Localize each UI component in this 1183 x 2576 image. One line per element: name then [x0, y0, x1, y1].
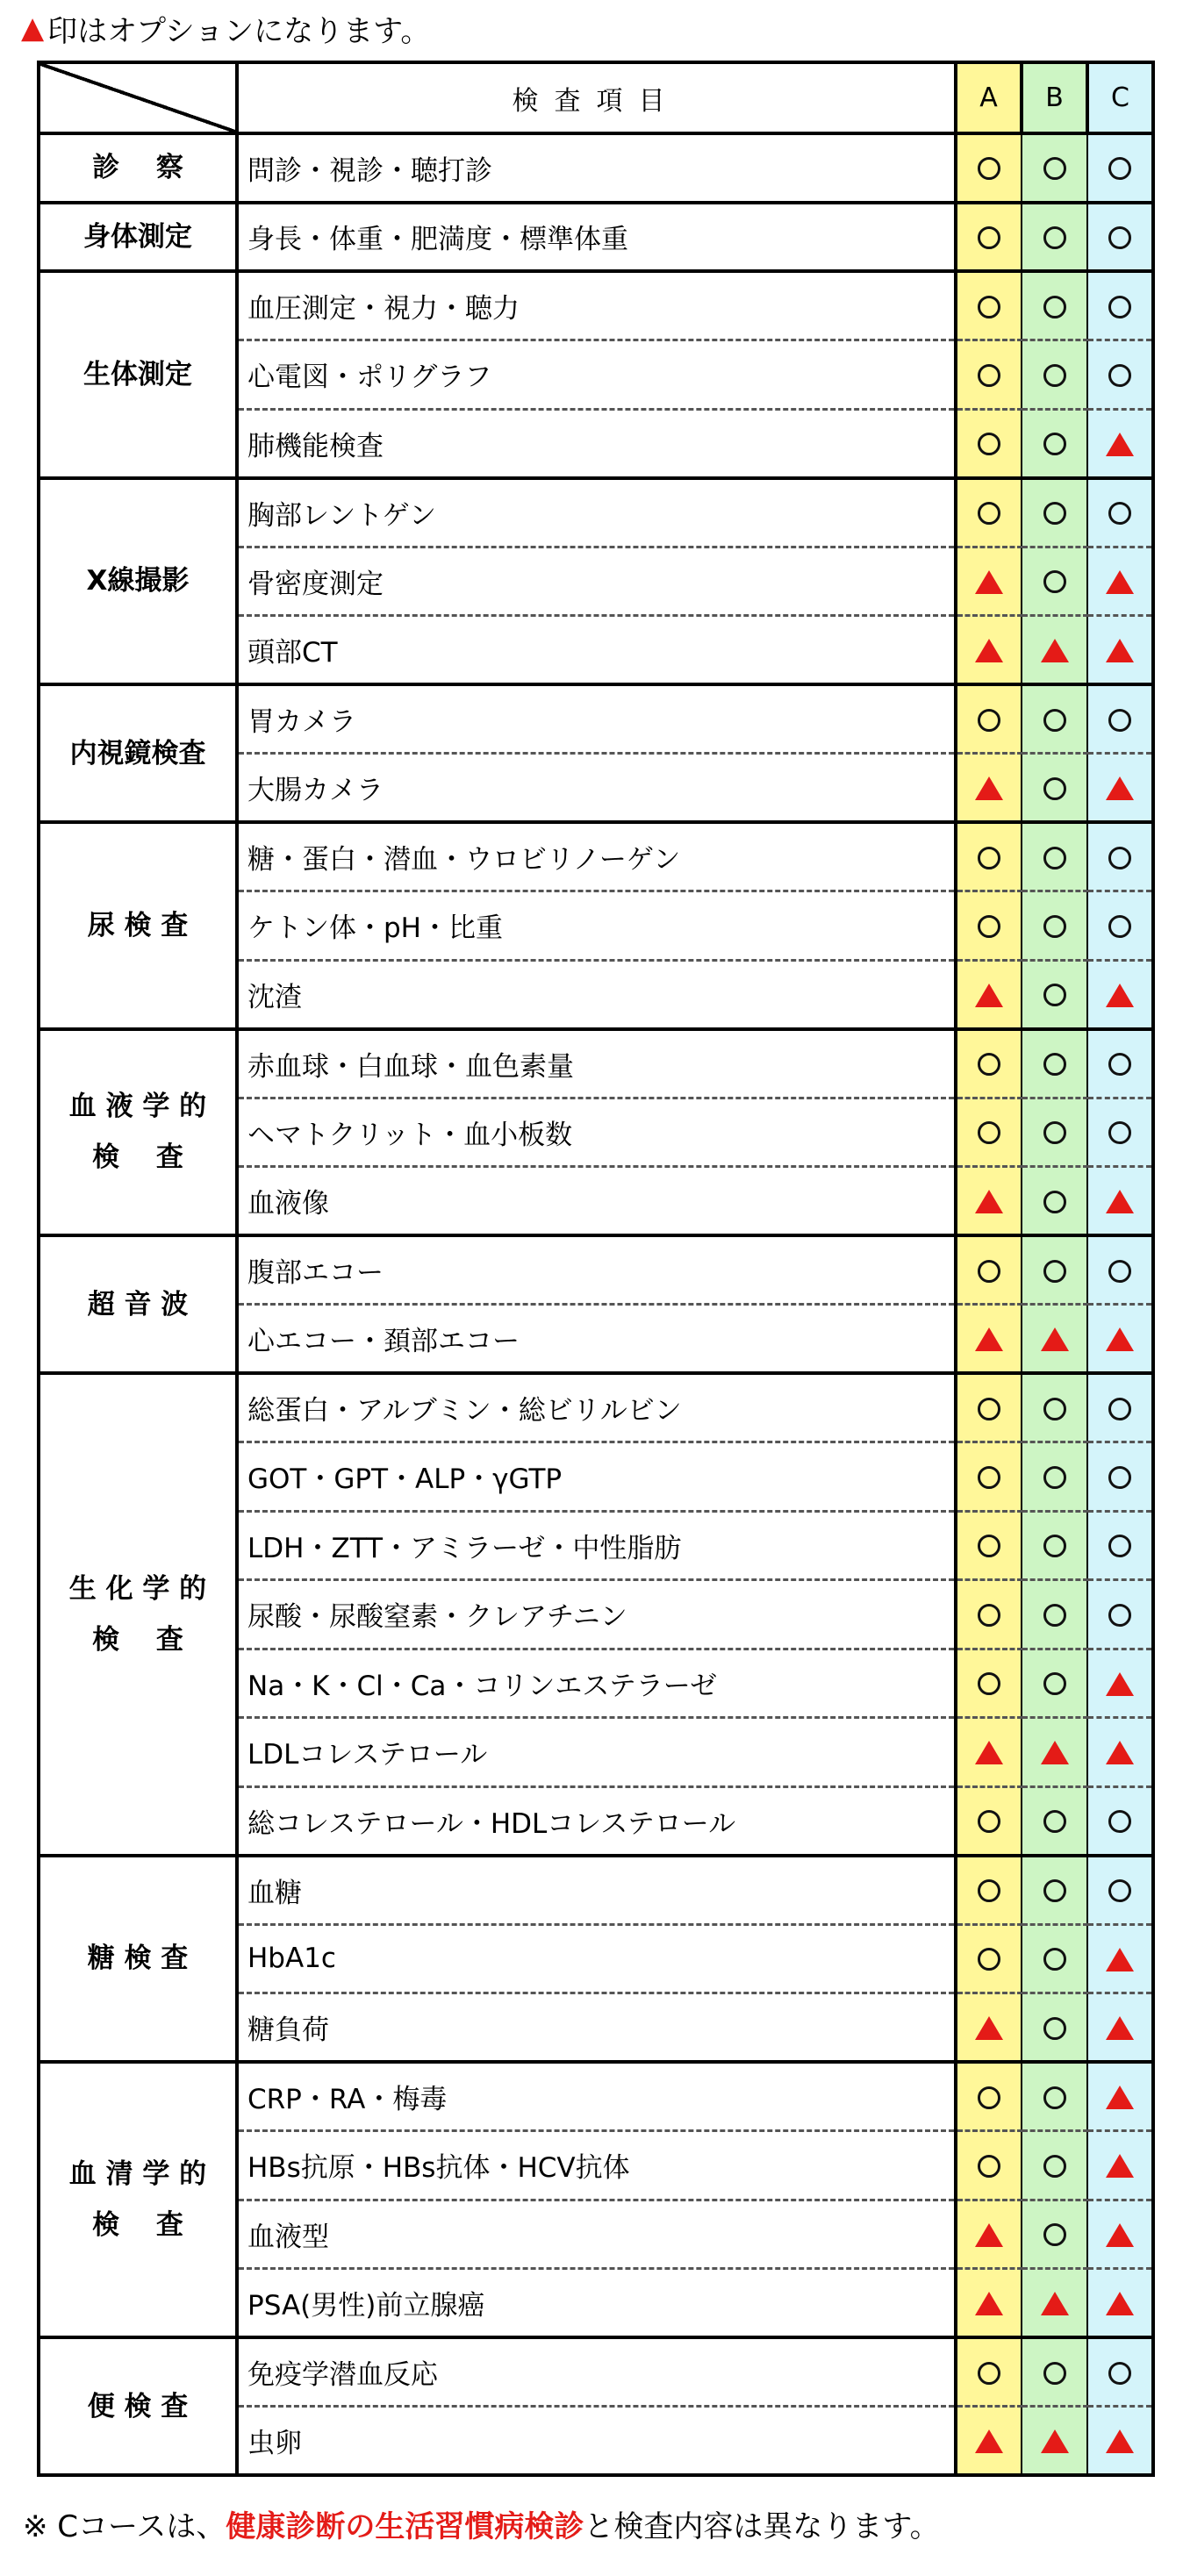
option-legend [21, 7, 430, 49]
course-a-cell [956, 1442, 1022, 1512]
included-circle-icon [1043, 296, 1066, 318]
table-row [39, 822, 1153, 891]
option-triangle-icon [1106, 2223, 1134, 2247]
included-circle-icon [1043, 2086, 1066, 2109]
course-a-cell [956, 1373, 1022, 1442]
exam-item-cell: LDH・ZTT・アミラーゼ・中性脂肪 [237, 1511, 956, 1580]
course-a-cell [956, 2131, 1022, 2200]
course-c-cell [1087, 409, 1153, 478]
exam-item-cell: LDLコレステロール [237, 1718, 956, 1787]
table-row [39, 1373, 1153, 1442]
header-course-b: B [1022, 62, 1087, 133]
table-row [39, 478, 1153, 547]
option-triangle-icon [975, 570, 1003, 594]
course-c-cell [1087, 2407, 1153, 2476]
course-c-cell [1087, 478, 1153, 547]
included-circle-icon [1108, 157, 1131, 180]
exam-item-cell: 血糖 [237, 1856, 956, 1925]
header-course-c: C [1087, 62, 1153, 133]
included-circle-icon [1043, 2017, 1066, 2040]
table-row [39, 1235, 1153, 1305]
course-a-cell [956, 822, 1022, 891]
course-a-cell [956, 754, 1022, 823]
exam-item-cell: ヘマトクリット・血小板数 [237, 1098, 956, 1167]
course-b-cell [1022, 1167, 1087, 1236]
included-circle-icon [1043, 2362, 1066, 2385]
exam-item-cell: Na・K・Cl・Ca・コリンエステラーゼ [237, 1649, 956, 1718]
option-triangle-icon [1106, 2154, 1134, 2178]
included-circle-icon [1043, 1398, 1066, 1420]
course-a-cell [956, 340, 1022, 410]
included-circle-icon [1043, 157, 1066, 180]
option-triangle-icon [1041, 1741, 1069, 1764]
course-b-cell [1022, 2337, 1087, 2407]
category-cell: 身体測定 [39, 203, 237, 272]
course-a-cell [956, 1029, 1022, 1098]
footnote [23, 2502, 940, 2545]
category-cell: 生 化 学 的 検 査 [39, 1373, 237, 1856]
option-triangle-icon [975, 2292, 1003, 2315]
course-a-cell [956, 1305, 1022, 1374]
included-circle-icon [978, 1672, 1000, 1695]
course-a-cell [956, 478, 1022, 547]
course-b-cell [1022, 478, 1087, 547]
course-c-cell [1087, 2200, 1153, 2269]
option-triangle-icon [1106, 2429, 1134, 2453]
course-a-cell [956, 203, 1022, 272]
included-circle-icon [1108, 502, 1131, 525]
included-circle-icon [978, 1466, 1000, 1489]
header-corner-cell [39, 62, 237, 133]
included-circle-icon [1108, 1879, 1131, 1902]
included-circle-icon [1043, 570, 1066, 593]
course-a-cell [956, 2062, 1022, 2131]
table-row [39, 203, 1153, 272]
table-row [39, 133, 1153, 203]
included-circle-icon [1043, 364, 1066, 387]
included-circle-icon [1043, 1879, 1066, 1902]
course-b-cell [1022, 684, 1087, 754]
included-circle-icon [1108, 296, 1131, 318]
included-circle-icon [1043, 1672, 1066, 1695]
course-c-cell [1087, 960, 1153, 1029]
included-circle-icon [978, 2155, 1000, 2178]
course-b-cell [1022, 547, 1087, 616]
included-circle-icon [978, 433, 1000, 455]
exam-item-cell: 尿酸・尿酸窒素・クレアチニン [237, 1580, 956, 1649]
course-a-cell [956, 1649, 1022, 1718]
included-circle-icon [1108, 1260, 1131, 1283]
course-b-cell [1022, 754, 1087, 823]
course-c-cell [1087, 1649, 1153, 1718]
option-triangle-icon [1041, 2292, 1069, 2315]
course-a-cell [956, 616, 1022, 685]
course-c-cell [1087, 616, 1153, 685]
option-triangle-icon [975, 984, 1003, 1007]
option-triangle-icon [975, 2429, 1003, 2453]
exam-item-cell: 骨密度測定 [237, 547, 956, 616]
course-b-cell [1022, 1786, 1087, 1856]
included-circle-icon [1043, 709, 1066, 732]
included-circle-icon [1108, 1053, 1131, 1076]
exam-item-cell: 大腸カメラ [237, 754, 956, 823]
exam-item-cell: 腹部エコー [237, 1235, 956, 1305]
exam-item-cell: PSA(男性)前立腺癌 [237, 2269, 956, 2338]
course-c-cell [1087, 203, 1153, 272]
course-b-cell [1022, 2269, 1087, 2338]
included-circle-icon [1043, 1191, 1066, 1213]
header-course-a: A [956, 62, 1022, 133]
included-circle-icon [1108, 364, 1131, 387]
category-cell: 尿 検 査 [39, 822, 237, 1029]
course-b-cell [1022, 1993, 1087, 2063]
included-circle-icon [1043, 847, 1066, 869]
course-b-cell [1022, 340, 1087, 410]
included-circle-icon [1043, 777, 1066, 800]
course-a-cell [956, 271, 1022, 340]
exam-item-cell: 肺機能検査 [237, 409, 956, 478]
option-triangle-icon: ▲ [21, 11, 45, 46]
course-b-cell [1022, 271, 1087, 340]
course-c-cell [1087, 2269, 1153, 2338]
exam-item-cell: 虫卵 [237, 2407, 956, 2476]
included-circle-icon [1043, 433, 1066, 455]
included-circle-icon [1108, 2362, 1131, 2385]
exam-item-cell: 頭部CT [237, 616, 956, 685]
footnote-highlight: 健康診断の生活習慣病検診 [226, 2509, 584, 2544]
course-b-cell [1022, 1580, 1087, 1649]
course-b-cell [1022, 960, 1087, 1029]
course-c-cell [1087, 1511, 1153, 1580]
course-c-cell [1087, 1235, 1153, 1305]
included-circle-icon [978, 1810, 1000, 1833]
included-circle-icon [978, 915, 1000, 938]
course-a-cell [956, 1924, 1022, 1993]
course-a-cell [956, 1786, 1022, 1856]
included-circle-icon [1043, 1810, 1066, 1833]
included-circle-icon [978, 2362, 1000, 2385]
category-cell: 糖 検 査 [39, 1856, 237, 2063]
included-circle-icon [1043, 1260, 1066, 1283]
course-c-cell [1087, 822, 1153, 891]
included-circle-icon [1043, 502, 1066, 525]
included-circle-icon [1108, 1121, 1131, 1144]
exam-item-cell: 血液像 [237, 1167, 956, 1236]
included-circle-icon [978, 1398, 1000, 1420]
included-circle-icon [1108, 1398, 1131, 1420]
option-triangle-icon [975, 1327, 1003, 1351]
exam-item-cell: 血液型 [237, 2200, 956, 2269]
exam-item-cell: HbA1c [237, 1924, 956, 1993]
option-triangle-icon [1106, 1672, 1134, 1696]
included-circle-icon [978, 364, 1000, 387]
course-b-cell [1022, 1098, 1087, 1167]
exam-item-cell: 心エコー・頚部エコー [237, 1305, 956, 1374]
included-circle-icon [978, 1053, 1000, 1076]
course-b-cell [1022, 1924, 1087, 1993]
course-b-cell [1022, 1856, 1087, 1925]
included-circle-icon [978, 502, 1000, 525]
category-cell: 血 清 学 的 検 査 [39, 2062, 237, 2337]
course-b-cell [1022, 2200, 1087, 2269]
included-circle-icon [978, 847, 1000, 869]
included-circle-icon [978, 296, 1000, 318]
course-b-cell [1022, 1442, 1087, 1512]
included-circle-icon [1108, 1604, 1131, 1627]
course-b-cell [1022, 2407, 1087, 2476]
table-row [39, 684, 1153, 754]
table-row [39, 2337, 1153, 2407]
course-c-cell [1087, 1786, 1153, 1856]
included-circle-icon [1043, 1604, 1066, 1627]
category-cell: 内視鏡検査 [39, 684, 237, 822]
course-b-cell [1022, 616, 1087, 685]
option-triangle-icon [1106, 2292, 1134, 2315]
exam-item-cell: 問診・視診・聴打診 [237, 133, 956, 203]
included-circle-icon [978, 709, 1000, 732]
footnote-prefix: ※ Cコースは、 [23, 2509, 226, 2544]
exam-item-cell: CRP・RA・梅毒 [237, 2062, 956, 2131]
course-a-cell [956, 2337, 1022, 2407]
course-b-cell [1022, 1029, 1087, 1098]
table-row [39, 1856, 1153, 1925]
course-a-cell [956, 2200, 1022, 2269]
course-a-cell [956, 1235, 1022, 1305]
exam-item-cell: GOT・GPT・ALP・γGTP [237, 1442, 956, 1512]
included-circle-icon [1108, 915, 1131, 938]
course-c-cell [1087, 2337, 1153, 2407]
course-c-cell [1087, 2062, 1153, 2131]
course-c-cell [1087, 1098, 1153, 1167]
included-circle-icon [978, 157, 1000, 180]
included-circle-icon [1043, 226, 1066, 249]
exam-item-cell: ケトン体・pH・比重 [237, 891, 956, 961]
course-a-cell [956, 1718, 1022, 1787]
category-cell: 血 液 学 的 検 査 [39, 1029, 237, 1236]
category-cell: 診 察 [39, 133, 237, 203]
included-circle-icon [978, 1879, 1000, 1902]
course-a-cell [956, 684, 1022, 754]
option-triangle-icon [975, 1190, 1003, 1213]
course-c-cell [1087, 547, 1153, 616]
included-circle-icon [1043, 915, 1066, 938]
table-row [39, 2062, 1153, 2131]
included-circle-icon [1043, 2155, 1066, 2178]
course-a-cell [956, 1167, 1022, 1236]
included-circle-icon [978, 2086, 1000, 2109]
course-a-cell [956, 2407, 1022, 2476]
course-b-cell [1022, 2062, 1087, 2131]
course-a-cell [956, 960, 1022, 1029]
option-triangle-icon [975, 2223, 1003, 2247]
included-circle-icon [1043, 1535, 1066, 1557]
included-circle-icon [1043, 2223, 1066, 2246]
course-c-cell [1087, 1167, 1153, 1236]
exam-item-cell: 胃カメラ [237, 684, 956, 754]
included-circle-icon [1108, 1535, 1131, 1557]
course-c-cell [1087, 1029, 1153, 1098]
course-c-cell [1087, 1993, 1153, 2063]
option-triangle-icon [1106, 570, 1134, 594]
option-triangle-icon [1106, 2086, 1134, 2109]
course-c-cell [1087, 684, 1153, 754]
included-circle-icon [1043, 1466, 1066, 1489]
option-triangle-icon [1041, 2429, 1069, 2453]
course-b-cell [1022, 1305, 1087, 1374]
option-triangle-icon [1106, 433, 1134, 456]
course-b-cell [1022, 203, 1087, 272]
course-a-cell [956, 2269, 1022, 2338]
course-c-cell [1087, 271, 1153, 340]
table-row [39, 1029, 1153, 1098]
option-triangle-icon [1106, 776, 1134, 800]
exam-item-cell: 糖負荷 [237, 1993, 956, 2063]
included-circle-icon [1108, 226, 1131, 249]
course-a-cell [956, 1098, 1022, 1167]
course-a-cell [956, 409, 1022, 478]
header-item-label: 検査項目 [237, 62, 956, 133]
course-b-cell [1022, 133, 1087, 203]
course-a-cell [956, 547, 1022, 616]
table-body [39, 133, 1153, 2475]
course-a-cell [956, 891, 1022, 961]
included-circle-icon [978, 226, 1000, 249]
course-a-cell [956, 1993, 1022, 2063]
course-a-cell [956, 1580, 1022, 1649]
category-cell: 生体測定 [39, 271, 237, 478]
course-a-cell [956, 1511, 1022, 1580]
course-b-cell [1022, 1235, 1087, 1305]
included-circle-icon [978, 1948, 1000, 1971]
included-circle-icon [1108, 709, 1131, 732]
option-triangle-icon [1106, 984, 1134, 1007]
exam-course-table [37, 61, 1155, 2477]
exam-item-cell: 免疫学潜血反応 [237, 2337, 956, 2407]
included-circle-icon [1043, 984, 1066, 1006]
option-triangle-icon [1041, 639, 1069, 662]
course-c-cell [1087, 2131, 1153, 2200]
course-c-cell [1087, 1856, 1153, 1925]
course-a-cell [956, 1856, 1022, 1925]
included-circle-icon [978, 1535, 1000, 1557]
option-triangle-icon [1106, 1327, 1134, 1351]
course-c-cell [1087, 1442, 1153, 1512]
option-triangle-icon [1106, 2016, 1134, 2040]
exam-item-cell: 赤血球・白血球・血色素量 [237, 1029, 956, 1098]
option-triangle-icon [1106, 1741, 1134, 1764]
exam-item-cell: 身長・体重・肥満度・標準体重 [237, 203, 956, 272]
included-circle-icon [1108, 847, 1131, 869]
included-circle-icon [978, 1604, 1000, 1627]
course-b-cell [1022, 1373, 1087, 1442]
course-b-cell [1022, 409, 1087, 478]
course-c-cell [1087, 1718, 1153, 1787]
course-c-cell [1087, 1924, 1153, 1993]
table-header-row [39, 62, 1153, 133]
course-b-cell [1022, 2131, 1087, 2200]
option-triangle-icon [1106, 1948, 1134, 1971]
category-cell: 超 音 波 [39, 1235, 237, 1373]
course-b-cell [1022, 1649, 1087, 1718]
table-row [39, 271, 1153, 340]
course-c-cell [1087, 1373, 1153, 1442]
course-a-cell [956, 133, 1022, 203]
exam-item-cell: 血圧測定・視力・聴力 [237, 271, 956, 340]
option-triangle-icon [975, 776, 1003, 800]
exam-item-cell: 糖・蛋白・潜血・ウロビリノーゲン [237, 822, 956, 891]
exam-item-cell: 総蛋白・アルブミン・総ビリルビン [237, 1373, 956, 1442]
category-cell: 便 検 査 [39, 2337, 237, 2475]
course-b-cell [1022, 891, 1087, 961]
option-triangle-icon [975, 1741, 1003, 1764]
category-cell: X線撮影 [39, 478, 237, 685]
course-b-cell [1022, 822, 1087, 891]
included-circle-icon [978, 1121, 1000, 1144]
exam-item-cell: 総コレステロール・HDLコレステロール [237, 1786, 956, 1856]
course-b-cell [1022, 1718, 1087, 1787]
option-triangle-icon [1106, 1190, 1134, 1213]
included-circle-icon [1043, 1121, 1066, 1144]
option-triangle-icon [975, 2016, 1003, 2040]
exam-item-cell: HBs抗原・HBs抗体・HCV抗体 [237, 2131, 956, 2200]
course-b-cell [1022, 1511, 1087, 1580]
option-triangle-icon [1041, 1327, 1069, 1351]
course-c-cell [1087, 133, 1153, 203]
footnote-suffix: と検査内容は異なります。 [584, 2509, 940, 2544]
included-circle-icon [1108, 1810, 1131, 1833]
option-triangle-icon [1106, 639, 1134, 662]
included-circle-icon [978, 1260, 1000, 1283]
course-c-cell [1087, 891, 1153, 961]
exam-item-cell: 心電図・ポリグラフ [237, 340, 956, 410]
course-c-cell [1087, 1580, 1153, 1649]
course-c-cell [1087, 340, 1153, 410]
course-c-cell [1087, 754, 1153, 823]
legend-text: 印はオプションになります。 [47, 13, 431, 49]
included-circle-icon [1043, 1053, 1066, 1076]
exam-item-cell: 胸部レントゲン [237, 478, 956, 547]
course-c-cell [1087, 1305, 1153, 1374]
included-circle-icon [1108, 1466, 1131, 1489]
exam-item-cell: 沈渣 [237, 960, 956, 1029]
included-circle-icon [1043, 1948, 1066, 1971]
option-triangle-icon [975, 639, 1003, 662]
